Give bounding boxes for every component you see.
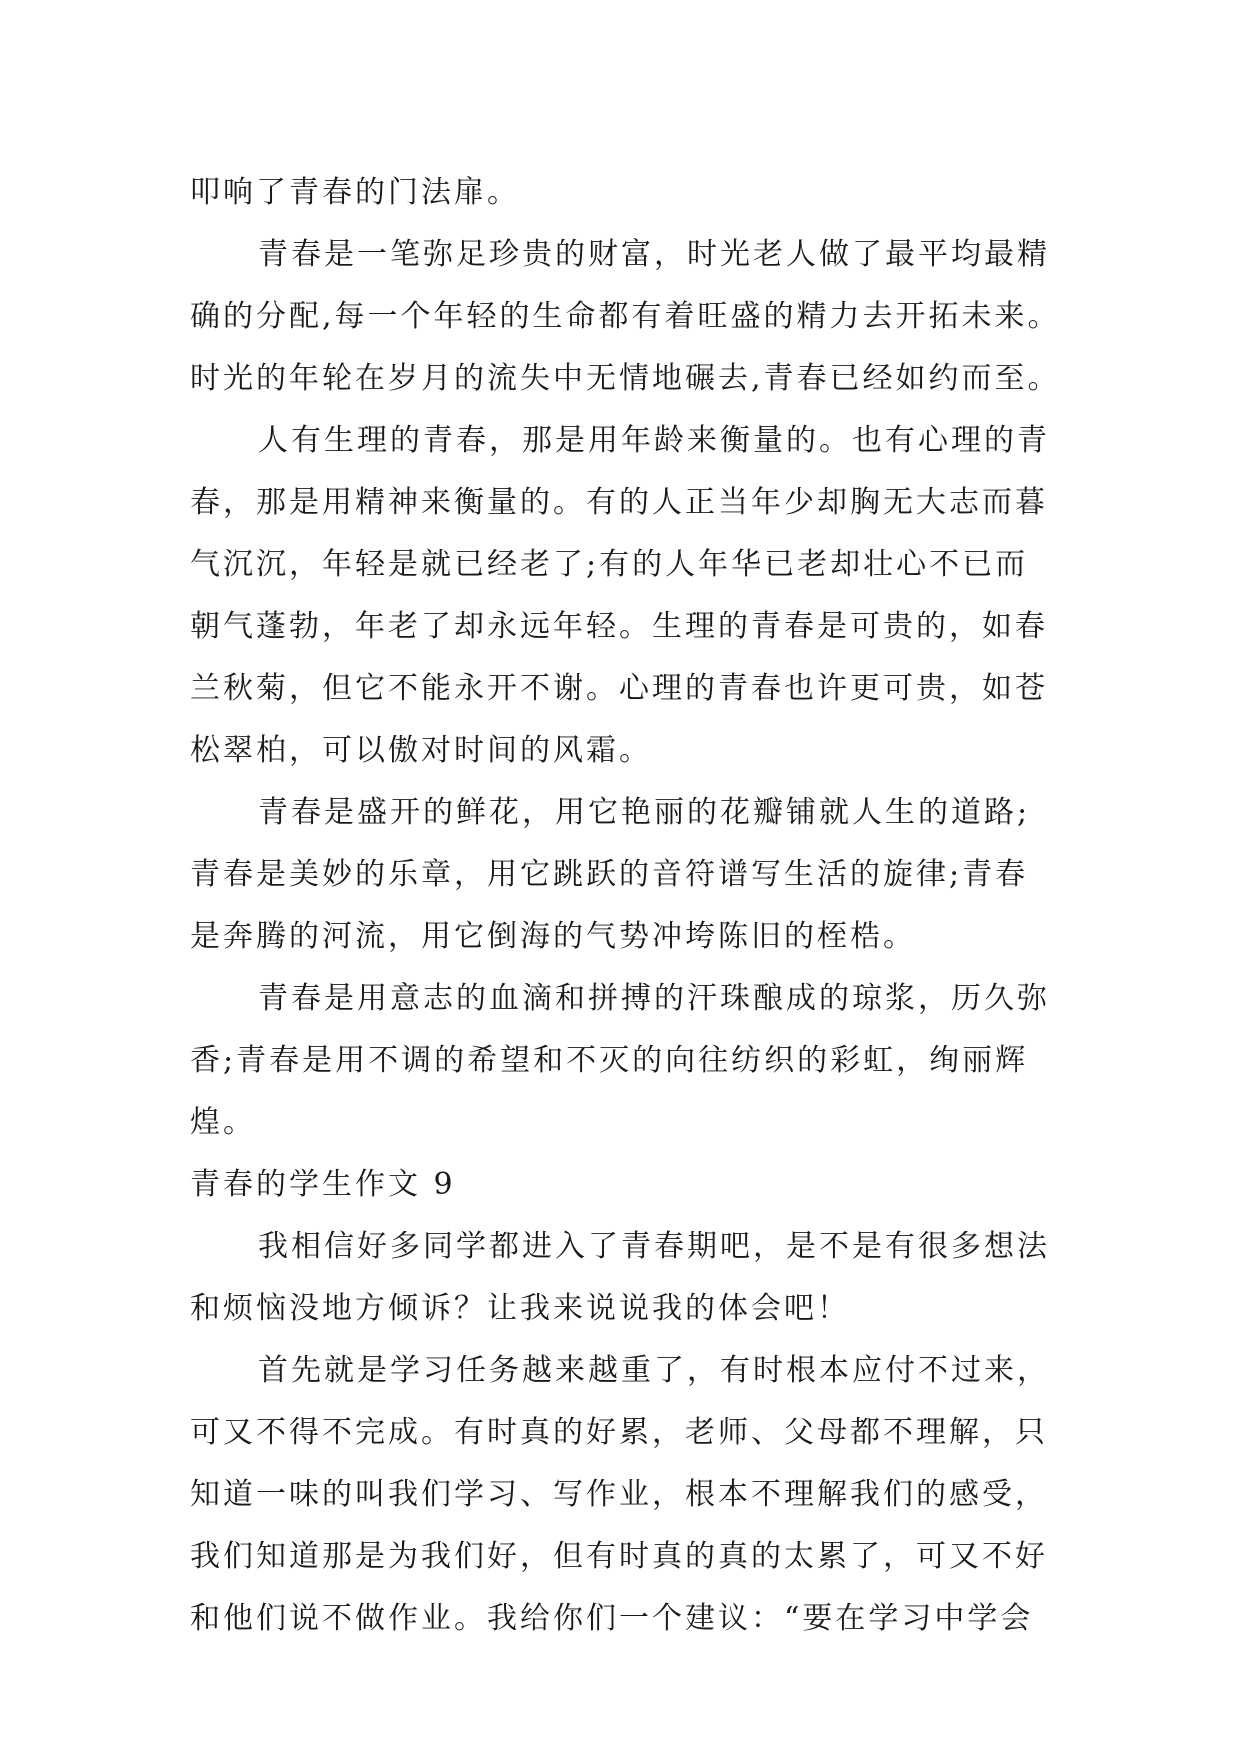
text-line: 松翠柏，可以傲对时间的风霜。 <box>190 733 652 768</box>
document-body <box>190 162 1090 1650</box>
paragraph-start-line: 青春是用意志的血滴和拼搏的汗珠酿成的琼浆，历久弥 <box>258 981 1050 1016</box>
text-line: 我们知道那是为我们好，但有时真的真的太累了，可又不好 <box>190 1539 1048 1574</box>
text-line: 兰秋菊，但它不能永开不谢。心理的青春也许更可贵，如苍 <box>190 671 1048 706</box>
text-line: 春，那是用精神来衡量的。有的人正当年少却胸无大志而暮 <box>190 485 1048 520</box>
text-line: 煌。 <box>190 1105 256 1140</box>
paragraph-start-line: 首先就是学习任务越来越重了，有时根本应付不过来， <box>258 1353 1050 1388</box>
section-heading: 青春的学生作文 9 <box>190 1167 456 1202</box>
text-line: 可又不得不完成。有时真的好累，老师、父母都不理解，只 <box>190 1415 1048 1450</box>
paragraph-start-line: 我相信好多同学都进入了青春期吧，是不是有很多想法 <box>258 1229 1050 1264</box>
paragraph-start-line: 人有生理的青春，那是用年龄来衡量的。也有心理的青 <box>258 423 1050 458</box>
text-line: 知道一味的叫我们学习、写作业，根本不理解我们的感受， <box>190 1477 1048 1512</box>
text-line: 确的分配,每一个年轻的生命都有着旺盛的精力去开拓未来。 <box>190 299 1061 334</box>
text-line: 香;青春是用不调的希望和不灭的向往纺织的彩虹，绚丽辉 <box>190 1043 1029 1078</box>
text-line: 朝气蓬勃，年老了却永远年轻。生理的青春是可贵的，如春 <box>190 609 1048 644</box>
text-line: 时光的年轮在岁月的流失中无情地碾去,青春已经如约而至。 <box>190 361 1061 396</box>
text-line: 气沉沉，年轻是就已经老了;有的人年华已老却壮心不已而 <box>190 547 1029 582</box>
paragraph-start-line: 青春是盛开的鲜花，用它艳丽的花瓣铺就人生的道路; <box>258 795 1031 830</box>
text-line: 和他们说不做作业。我给你们一个建议：“要在学习中学会 <box>190 1601 1034 1636</box>
text-line: 青春是美妙的乐章，用它跳跃的音符谱写生活的旋律;青春 <box>190 857 1029 892</box>
text-line: 叩响了青春的门法扉。 <box>190 175 520 210</box>
text-line: 是奔腾的河流，用它倒海的气势冲垮陈旧的桎梏。 <box>190 919 916 954</box>
paragraph-start-line: 青春是一笔弥足珍贵的财富，时光老人做了最平均最精 <box>258 237 1050 272</box>
text-line: 和烦恼没地方倾诉？让我来说说我的体会吧！ <box>190 1291 850 1326</box>
